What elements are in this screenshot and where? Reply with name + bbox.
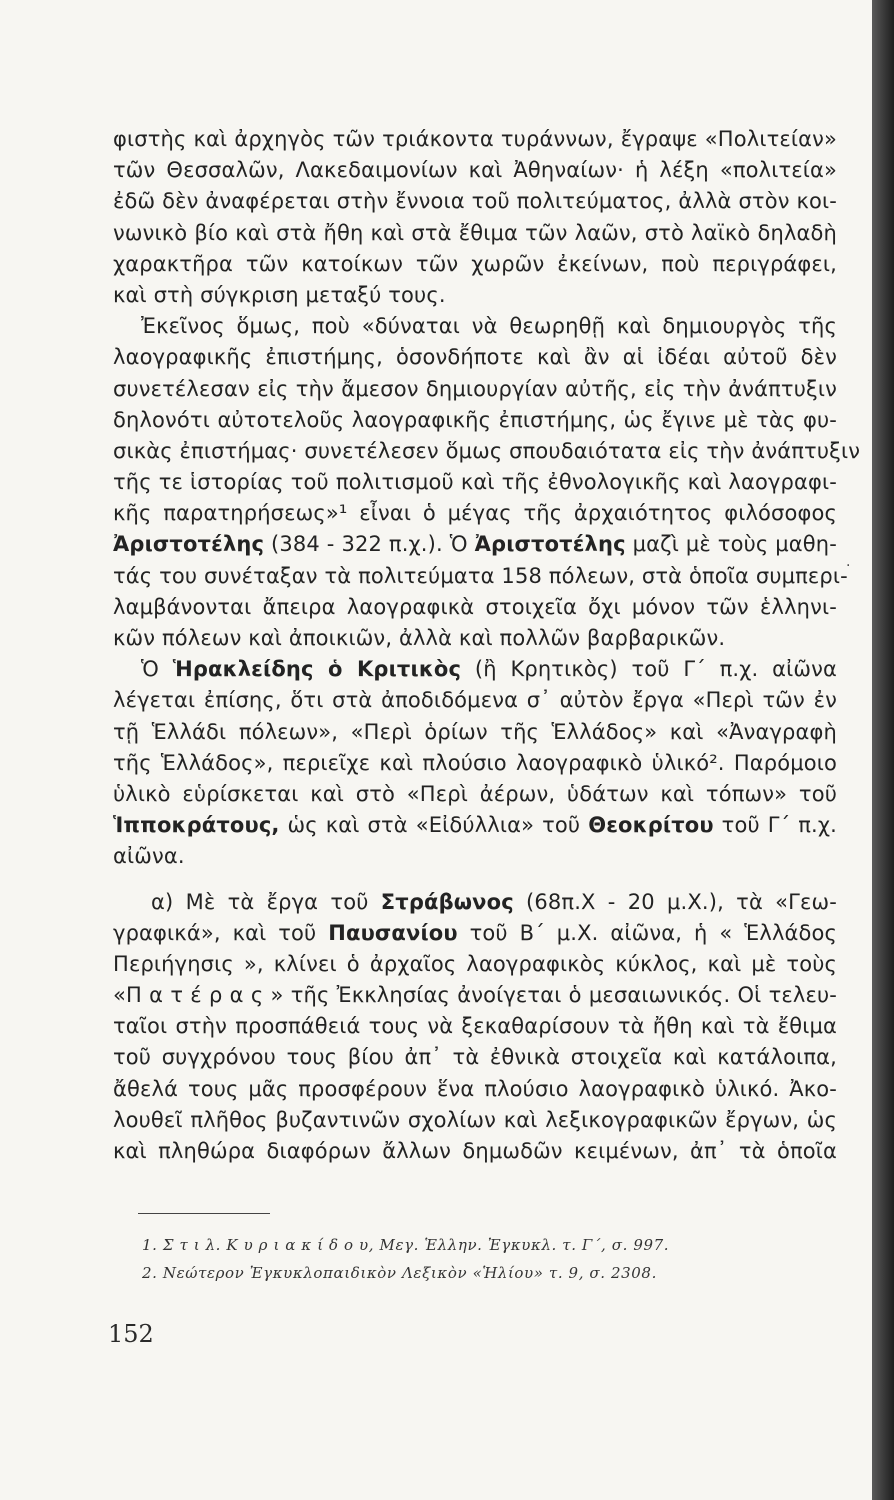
text-line: ταῖοι στὴν προσπάθειά τους νὰ ξεκαθαρίσουν τὰ ἤθη καὶ τὰ ἔθιμα: [113, 1014, 837, 1039]
text-line: τῆς Ἑλλάδος», περιεῖχε καὶ πλούσιο λαογραφικὸ ὑλικό². Παρόμοιο: [113, 750, 837, 775]
paragraph-gap: [113, 873, 837, 887]
text-line: σικὰς ἐπιστήμας· συνετέλεσεν ὅμως σπουδαιότατα εἰς τὴν ἀνάπτυξιν: [113, 438, 861, 463]
margin-mark: ·: [846, 558, 851, 574]
text-line: τῶν Θεσσαλῶν, Λακεδαιμονίων καὶ Ἀθηναίων· ἡ λέξη «πολιτεία»: [113, 158, 837, 183]
body-text: [113, 124, 861, 1167]
text-line: [113, 529, 837, 560]
text-line: ἐδῶ δὲν ἀναφέρεται στὴν ἔννοια τοῦ πολιτεύματος, ἀλλὰ στὸν κοι-: [113, 189, 837, 214]
text-fragment: (ἢ Κρητικὸς) τοῦ Γ΄ π.χ. αἰῶνα: [461, 657, 837, 682]
text-line: τῇ Ἑλλάδι πόλεων», «Περὶ ὁρίων τῆς Ἑλλάδος» καὶ «Ἀναγραφὴ: [113, 719, 837, 744]
text-line: Ἐκεῖνος ὅμως, ποὺ «δύναται νὰ θεωρηθῇ καὶ δημιουργὸς τῆς: [141, 314, 837, 339]
text-line: συνετέλεσαν εἰς τὴν ἄμεσον δημιουργίαν αὐτῆς, εἰς τὴν ἀνάπτυξιν: [113, 376, 837, 401]
text-fragment: α) Μὲ τὰ ἔργα τοῦ: [151, 889, 381, 914]
text-line: «Π α τ έ ρ α ς » τῆς Ἐκκλησίας ἀνοίγεται ὁ μεσαιωνικός. Οἱ τελευ-: [113, 983, 837, 1008]
name-aristotle: Ἀριστοτέλης: [474, 532, 626, 557]
text-line: [113, 887, 837, 918]
text-line: λαογραφικῆς ἐπιστήμης, ὁσονδήποτε καὶ ἂν αἱ ἰδέαι αὐτοῦ δὲν: [113, 345, 837, 370]
text-line: τῆς τε ἱστορίας τοῦ πολιτισμοῦ καὶ τῆς ἐθνολογικῆς καὶ λαογραφι-: [113, 470, 837, 495]
text-fragment: (68π.Χ - 20 μ.Χ.), τὰ «Γεω-: [513, 889, 837, 914]
page-edge: [872, 0, 894, 1500]
text-line: ἄθελά τους μᾶς προσφέρουν ἕνα πλούσιο λαογραφικὸ ὑλικό. Ἀκο-: [113, 1076, 837, 1101]
text-line: [113, 810, 837, 841]
text-line: λέγεται ἐπίσης, ὅτι στὰ ἀποδιδόμενα σ᾽ αὐτὸν ἔργα «Περὶ τῶν ἐν: [113, 688, 837, 713]
text-line: νωνικὸ βίο καὶ στὰ ἤθη καὶ στὰ ἔθιμα τῶν λαῶν, στὸ λαϊκὸ δηλαδὴ: [113, 220, 837, 245]
text-line: τοῦ συγχρόνου τους βίου ἀπ᾽ τὰ ἐθνικὰ στοιχεῖα καὶ κατάλοιπα,: [113, 1045, 837, 1070]
footnote-1: 1. Σ τ ι λ. Κ υ ρ ι α κ ί δ ο υ, Μεγ. Ἑλλην. Ἐγκυκλ. τ. Γ΄, σ. 997.: [142, 1236, 670, 1254]
text-fragment: ὡς καὶ στὰ «Εἰδύλλια» τοῦ: [279, 813, 589, 838]
footnote-2: 2. Νεώτερον Ἐγκυκλοπαιδικὸν Λεξικὸν «Ἡλίου» τ. 9, σ. 2308.: [142, 1264, 657, 1282]
text-fragment: μαζὶ μὲ τοὺς μαθη-: [625, 532, 837, 557]
text-line: Περιήγησις », κλίνει ὁ ἀρχαῖος λαογραφικὸς κύκλος, καὶ μὲ τοὺς: [113, 951, 837, 976]
text-fragment: τοῦ Β΄ μ.Χ. αἰῶνα, ἡ « Ἑλλάδος: [457, 920, 837, 945]
name-pausanias: Παυσανίου: [328, 920, 458, 945]
text-line: κῶν πόλεων καὶ ἀποικιῶν, ἀλλὰ καὶ πολλῶν βαρβαρικῶν.: [113, 626, 726, 650]
text-line: ὑλικὸ εὑρίσκεται καὶ στὸ «Περὶ ἀέρων, ὑδάτων καὶ τόπων» τοῦ: [113, 781, 837, 806]
text-line: λαμβάνονται ἄπειρα λαογραφικὰ στοιχεῖα ὄχι μόνον τῶν ἑλληνι-: [113, 594, 837, 619]
page-number: 152: [108, 1320, 154, 1348]
name-theocritus: Θεοκρίτου: [588, 813, 714, 838]
footnote-divider: [138, 1213, 270, 1214]
text-fragment: (384 - 322 π.χ.). Ὁ: [264, 532, 475, 557]
text-line: [113, 918, 837, 949]
text-line: κῆς παρατηρήσεως»¹ εἶναι ὁ μέγας τῆς ἀρχαιότητος φιλόσοφος: [113, 501, 837, 526]
text-line: χαρακτῆρα τῶν κατοίκων τῶν χωρῶν ἐκείνων, ποὺ περιγράφει,: [113, 251, 837, 276]
text-fragment: τοῦ Γ΄ π.χ.: [713, 813, 837, 838]
text-line: τάς του συνέταξαν τὰ πολιτεύματα 158 πόλεων, στὰ ὁποῖα συμπερι-: [113, 563, 848, 588]
text-line: λουθεῖ πλῆθος βυζαντινῶν σχολίων καὶ λεξικογραφικῶν ἔργων, ὡς: [113, 1107, 837, 1132]
text-line: δηλονότι αὐτοτελοῦς λαογραφικῆς ἐπιστήμης, ὡς ἔγινε μὲ τὰς φυ-: [113, 407, 837, 432]
text-line: καὶ στὴ σύγκριση μεταξύ τους.: [113, 282, 446, 307]
name-strabo: Στράβωνος: [380, 889, 514, 914]
text-line: αἰῶνα.: [113, 844, 185, 869]
text-line: [113, 654, 837, 685]
text-line: φιστὴς καὶ ἀρχηγὸς τῶν τριάκοντα τυράννων, ἔγραψε «Πολιτείαν»: [113, 127, 837, 151]
name-hippocrates: Ἱπποκράτους,: [113, 813, 280, 838]
text-line: καὶ πληθώρα διαφόρων ἄλλων δημωδῶν κειμένων, ἀπ᾽ τὰ ὁποῖα: [113, 1139, 837, 1163]
name-aristotle: Ἀριστοτέλης: [113, 532, 265, 557]
text-fragment: Ὁ: [141, 657, 173, 682]
name-herakleides: Ἡρακλείδης ὁ Κριτικὸς: [172, 657, 462, 682]
text-fragment: γραφικά», καὶ τοῦ: [113, 920, 329, 945]
